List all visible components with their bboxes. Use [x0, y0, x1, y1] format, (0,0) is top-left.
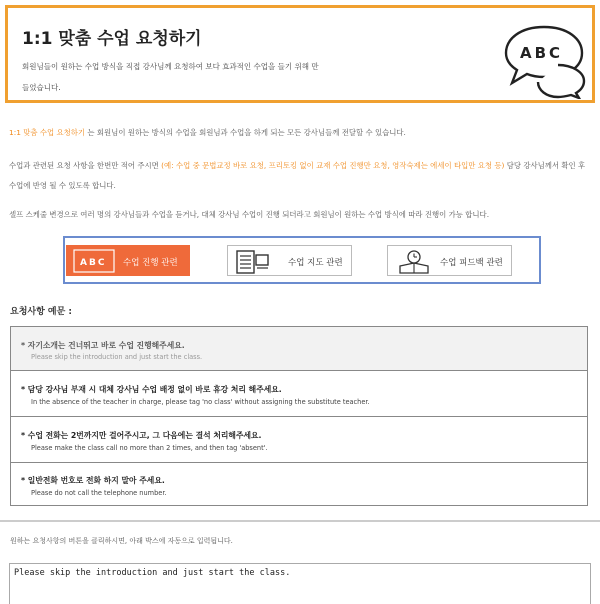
page-title: 1:1 맞춤 수업 요청하기: [22, 29, 202, 49]
example-request-list: [10, 326, 588, 506]
intro-text-1: 는 회원님이 원하는 방식의 수업을 회원님과 수업을 하게 되는 모든 강사님들께 전달할 수 있습니다.: [85, 128, 406, 137]
page-description: 회원님들이 원하는 수업 방식을 직접 강사님께 요청하여 보다 효과적인 수업을 들기 위해 만들었습니다.: [22, 62, 319, 92]
category-class-feedback-button[interactable]: [387, 245, 512, 276]
abc-icon: [73, 249, 115, 273]
intro-paragraph-2: [9, 156, 593, 196]
example-request-item[interactable]: [11, 327, 587, 371]
intro-text-2a: 수업과 관련된 요청 사항을 한번만 적어 주시면: [9, 161, 162, 170]
example-request-item[interactable]: [11, 417, 587, 463]
intro-example-highlight: (예: 수업 중 문법교정 바로 요청, 프리토킹 없이 교재 수업 진행만 요청, 영작숙제는 에세이 타입만 요청 등): [161, 161, 505, 170]
request-textarea[interactable]: [9, 563, 591, 604]
example-korean: * 담당 강사님 부재 시 대체 강사님 수업 배정 없이 바로 휴강 처리 해주세요.: [21, 385, 282, 394]
category-label: 수업 진행 관련: [123, 258, 178, 268]
example-request-item[interactable]: [11, 371, 587, 417]
example-korean: * 일반전화 번호로 전화 하지 말아 주세요.: [21, 476, 165, 485]
example-english: Please skip the introduction and just start the class.: [31, 353, 203, 361]
example-english: In the absence of the teacher in charge, please tag 'no class' without assigning the substitute teacher.: [31, 398, 370, 406]
category-label: 수업 지도 관련: [288, 258, 343, 268]
category-class-progress-button[interactable]: [66, 245, 190, 276]
intro-paragraph-3: 셀프 스케줄 변경으로 여러 명의 강사님들과 수업을 듣거나, 대체 강사님 수업이 진행 되더라고 회원님이 원하는 수업 방식에 따라 진행이 가능 합니다.: [9, 210, 490, 219]
abc-speech-bubble-icon: [498, 21, 590, 99]
input-instruction: 원하는 요청사항의 버튼을 클릭하시면, 아래 박스에 자동으로 입력됩니다.: [10, 537, 233, 545]
example-english: Please do not call the telephone number.: [31, 489, 167, 497]
example-english: Please make the class call no more than 2 times, and then tag 'absent'.: [31, 444, 268, 452]
section-divider: [0, 520, 600, 522]
category-button-panel: [63, 236, 541, 284]
category-class-guidance-button[interactable]: [227, 245, 352, 276]
category-label: 수업 피드백 관련: [440, 258, 503, 268]
example-korean: * 자기소개는 건너뛰고 바로 수업 진행해주세요.: [21, 341, 185, 350]
example-korean: * 수업 전화는 2번까지만 걸어주시고, 그 다음에는 결석 처리해주세요.: [21, 431, 262, 440]
intro-text-2b: 담당 강사님께서 확인 후 수업에 반영 될 수 있도록 합니다.: [9, 161, 586, 190]
svg-text:ABC: ABC: [80, 258, 107, 268]
example-request-item[interactable]: [11, 463, 587, 505]
logo-text: ABC: [520, 44, 564, 62]
header-box: [5, 5, 595, 103]
examples-title: 요청사항 예문 :: [10, 307, 73, 317]
intro-paragraph-1: [9, 123, 593, 143]
document-icon: [234, 249, 274, 275]
book-clock-icon: [394, 249, 434, 275]
intro-highlight: 1:1 맞춤 수업 요청하기: [9, 128, 86, 137]
